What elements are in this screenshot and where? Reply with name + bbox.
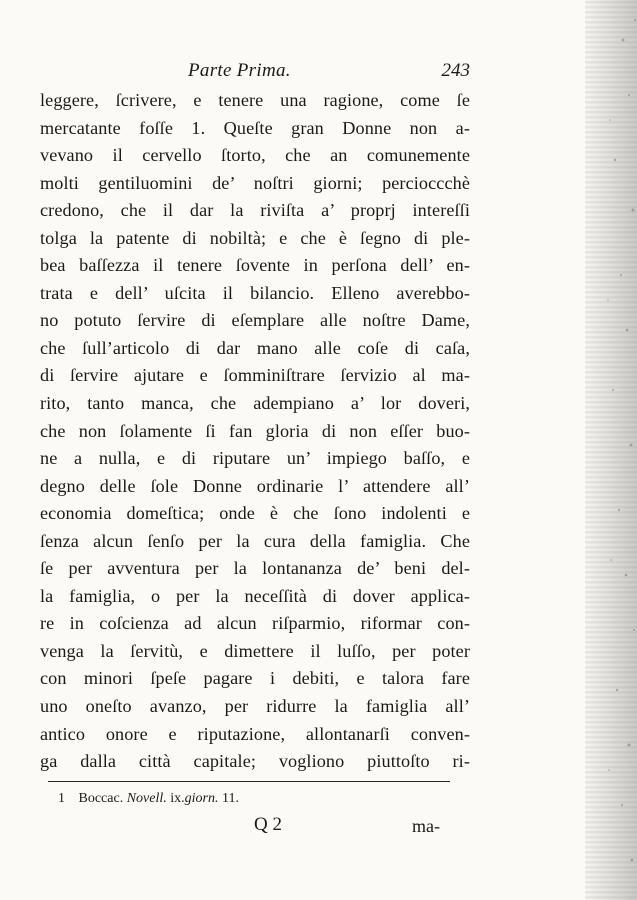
footnote	[58, 791, 239, 807]
text-line: antico onore e riputazione, allontanarſi conven-	[40, 723, 470, 744]
text-line: con minori ſpeſe pagare i debiti, e talora fare	[40, 668, 470, 689]
text-line: che non ſolamente ſi fan gloria di non eſſer buo-	[40, 420, 470, 441]
text-line: ſenza alcun ſenſo per la cura della famiglia. Che	[40, 530, 470, 551]
text-line: tolga la patente di nobiltà; e che è ſegno di ple-	[40, 227, 470, 248]
footnote-rule	[48, 781, 450, 782]
text-line: uno oneſto avanzo, per ridurre la famiglia all’	[40, 696, 470, 717]
text-line: venga la ſervitù, e dimettere il luſſo, per poter	[40, 640, 470, 661]
page-edge-speckles	[593, 0, 637, 900]
text-line: bea baſſezza il tenere ſovente in perſona dell’ en-	[40, 255, 470, 276]
main-text	[40, 87, 470, 776]
text-line: degno delle ſole Donne ordinarie l’ attendere all’	[40, 475, 470, 496]
signature-mark: Q 2	[254, 814, 282, 835]
text-line: no potuto ſervire di eſemplare alle noſtre Dame,	[40, 310, 470, 331]
catchword: ma-	[412, 816, 440, 836]
text-line: che ſull’articolo di dar mano alle coſe di caſa,	[40, 337, 470, 358]
text-line: mercatante foſſe 1. Queſte gran Donne non a-	[40, 117, 470, 138]
text-line: ga dalla città capitale; vogliono piuttoſto ri-	[40, 751, 470, 772]
running-title: Parte Prima.	[188, 60, 291, 81]
text-line: credono, che il dar la riviſta a’ proprj intereſſi	[40, 200, 470, 221]
text-line: la famiglia, o per la neceſſità di dover applica-	[40, 585, 470, 606]
text-line: re in coſcienza ad alcun riſparmio, riformar con-	[40, 613, 470, 634]
footnote-author: Boccac.	[78, 791, 124, 806]
text-line: leggere, ſcrivere, e tenere una ragione, come ſe	[40, 90, 470, 110]
text-line: ſe per avventura per la lontananza de’ beni del-	[40, 558, 470, 579]
running-header	[40, 60, 470, 86]
text-line: ne a nulla, e di riputare un’ impiego baſſo, e	[40, 448, 470, 469]
text-line: vevano il cervello ſtorto, che an comunemente	[40, 145, 470, 166]
footnote-number-end: 11.	[221, 791, 239, 806]
text-line: rito, tanto manca, che adempiano a’ lor doveri,	[40, 393, 470, 414]
text-line: trata e dell’ uſcita il bilancio. Elleno averebbo-	[40, 282, 470, 303]
footnote-giorn: giorn.	[184, 791, 219, 806]
text-line: molti gentiluomini de’ noſtri giorni; percioccchè	[40, 172, 470, 193]
page-number: 243	[441, 60, 470, 81]
text-line: economia domeſtica; onde è che ſono indolenti e	[40, 503, 470, 524]
footnote-work: Novell.	[126, 791, 167, 806]
text-line: di ſervire ajutare e ſomminiſtrare ſervizio al ma-	[40, 365, 470, 386]
footnote-number: 1	[58, 791, 65, 806]
footnote-day: ix.	[170, 791, 185, 806]
